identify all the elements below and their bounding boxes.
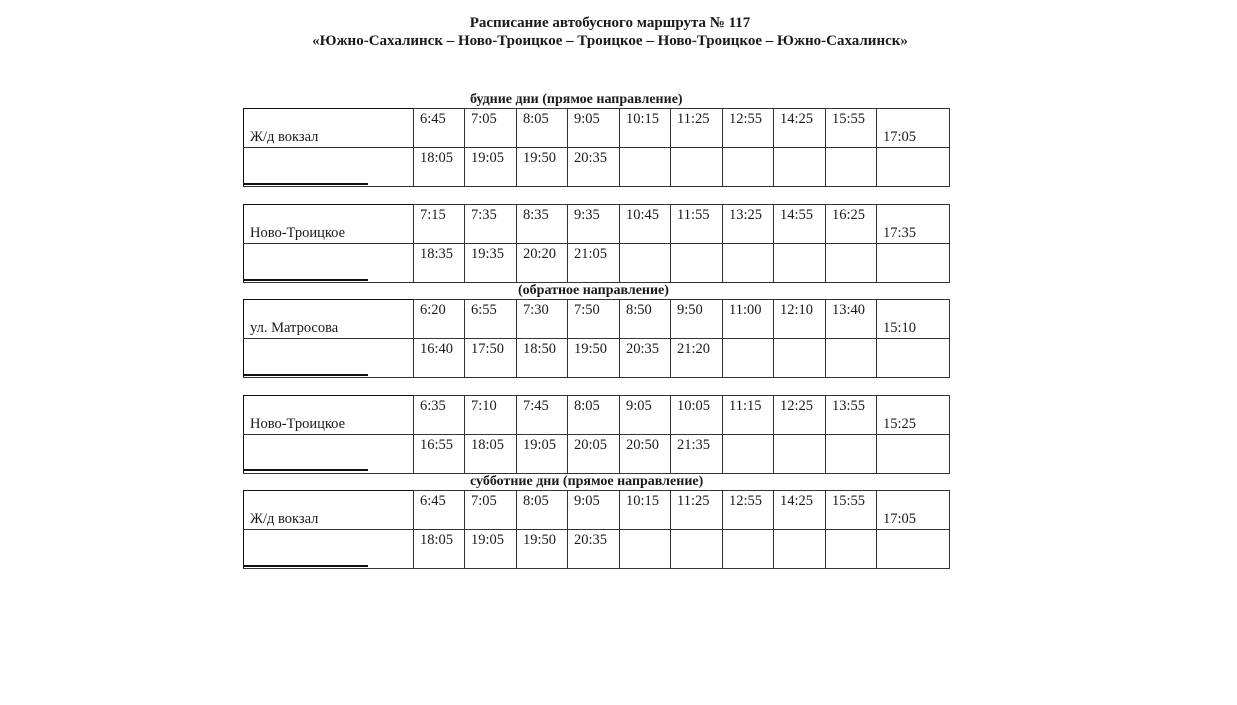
time-cell [568, 491, 620, 530]
departure-time [729, 148, 763, 149]
time-cell [723, 205, 774, 244]
time-cell [826, 148, 877, 187]
time-cell [414, 109, 465, 148]
time-cell [568, 300, 620, 339]
time-cell [826, 109, 877, 148]
departure-time: 8:05 [523, 111, 549, 127]
departure-time: 7:05 [471, 493, 497, 509]
departure-time [832, 339, 866, 340]
time-cell [620, 530, 671, 569]
time-cell [671, 148, 723, 187]
departure-time: 6:45 [420, 111, 446, 127]
departure-time: 20:35 [626, 341, 660, 357]
departure-time: 12:55 [729, 111, 763, 127]
time-cell [671, 491, 723, 530]
departure-time: 18:35 [420, 246, 454, 262]
schedule-header [300, 14, 920, 50]
table-row [244, 244, 950, 283]
caption-reverse: (обратное направление) [518, 283, 669, 298]
departure-time: 18:05 [420, 532, 454, 548]
time-cell [877, 205, 950, 244]
stop-name: Ж/д вокзал [244, 491, 414, 530]
departure-time [883, 566, 949, 567]
divider [243, 469, 368, 471]
time-cell [671, 530, 723, 569]
departure-time: 13:40 [832, 302, 866, 318]
time-cell [774, 435, 826, 474]
departure-time: 9:50 [677, 302, 703, 318]
time-cell [877, 339, 950, 378]
time-cell [568, 205, 620, 244]
time-cell [620, 339, 671, 378]
caption-saturday-forward: субботние дни (прямое направление) [470, 474, 704, 489]
time-cell [877, 491, 950, 530]
departure-time: 6:20 [420, 302, 446, 318]
time-cell [877, 530, 950, 569]
departure-time [626, 244, 660, 245]
time-cell [826, 244, 877, 283]
time-cell [671, 396, 723, 435]
departure-time: 15:25 [883, 416, 917, 432]
departure-time: 19:05 [471, 532, 505, 548]
departure-time: 6:55 [471, 302, 497, 318]
departure-time: 18:05 [420, 150, 454, 166]
time-cell [774, 244, 826, 283]
time-cell [774, 148, 826, 187]
time-cell [465, 244, 517, 283]
time-cell [877, 109, 950, 148]
schedule-table-4 [243, 395, 950, 474]
departure-time: 11:00 [729, 302, 762, 318]
departure-time: 21:05 [574, 246, 608, 262]
route-name: «Южно-Сахалинск – Ново-Троицкое – Троицкое – Ново-Троицкое – Южно-Сахалинск» [312, 33, 908, 49]
departure-time [883, 280, 949, 281]
time-cell [826, 339, 877, 378]
time-cell [826, 491, 877, 530]
table-row [244, 396, 950, 435]
departure-time: 17:05 [883, 511, 917, 527]
table-row [244, 148, 950, 187]
departure-time: 13:25 [729, 207, 763, 223]
departure-time: 6:45 [420, 493, 446, 509]
departure-time [780, 148, 814, 149]
departure-time: 13:55 [832, 398, 866, 414]
time-cell [671, 244, 723, 283]
time-cell [568, 244, 620, 283]
time-cell [517, 300, 568, 339]
time-cell [620, 435, 671, 474]
stop-name: ул. Матросова [244, 300, 414, 339]
time-cell [517, 396, 568, 435]
departure-time: 20:05 [574, 437, 608, 453]
time-cell [517, 244, 568, 283]
departure-time: 7:10 [471, 398, 497, 414]
schedule-table-1 [243, 108, 950, 187]
stop-name: Ж/д вокзал [244, 109, 414, 148]
time-cell [568, 396, 620, 435]
departure-time: 16:40 [420, 341, 454, 357]
time-cell [877, 396, 950, 435]
time-cell [620, 396, 671, 435]
time-cell [568, 530, 620, 569]
time-cell [723, 396, 774, 435]
table-row [244, 491, 950, 530]
departure-time: 8:50 [626, 302, 652, 318]
time-cell [465, 396, 517, 435]
departure-time: 17:05 [883, 129, 917, 145]
departure-time [832, 148, 866, 149]
departure-time: 20:50 [626, 437, 660, 453]
time-cell [826, 435, 877, 474]
time-cell [465, 109, 517, 148]
departure-time: 19:05 [471, 150, 505, 166]
time-cell [774, 109, 826, 148]
departure-time [780, 530, 814, 531]
time-cell [826, 300, 877, 339]
departure-time [780, 339, 814, 340]
time-cell [723, 530, 774, 569]
departure-time: 16:55 [420, 437, 454, 453]
time-cell [723, 148, 774, 187]
time-cell [465, 148, 517, 187]
departure-time [677, 148, 711, 149]
time-cell [465, 491, 517, 530]
departure-time: 7:05 [471, 111, 497, 127]
schedule-table-5 [243, 490, 950, 569]
stop-cell-empty [244, 435, 414, 474]
time-cell [465, 339, 517, 378]
departure-time: 18:50 [523, 341, 557, 357]
departure-time: 7:30 [523, 302, 549, 318]
departure-time: 10:45 [626, 207, 660, 223]
departure-time [832, 435, 866, 436]
schedule-table-2 [243, 204, 950, 283]
time-cell [620, 205, 671, 244]
departure-time: 21:20 [677, 341, 711, 357]
time-cell [517, 339, 568, 378]
departure-time: 12:10 [780, 302, 814, 318]
departure-time [780, 244, 814, 245]
departure-time [626, 530, 660, 531]
departure-time: 19:05 [523, 437, 557, 453]
departure-time: 20:35 [574, 150, 608, 166]
departure-time: 17:50 [471, 341, 505, 357]
table-row [244, 530, 950, 569]
time-cell [671, 300, 723, 339]
departure-time: 7:15 [420, 207, 446, 223]
time-cell [517, 530, 568, 569]
departure-time: 7:50 [574, 302, 600, 318]
stop-cell-empty [244, 148, 414, 187]
time-cell [465, 300, 517, 339]
time-cell [517, 109, 568, 148]
time-cell [568, 435, 620, 474]
time-cell [568, 148, 620, 187]
time-cell [723, 491, 774, 530]
time-cell [414, 435, 465, 474]
stop-cell-empty [244, 244, 414, 283]
departure-time [729, 530, 763, 531]
departure-time: 9:35 [574, 207, 600, 223]
time-cell [517, 435, 568, 474]
time-cell [774, 339, 826, 378]
time-cell [414, 491, 465, 530]
table-row [244, 300, 950, 339]
time-cell [620, 148, 671, 187]
departure-time: 14:25 [780, 493, 814, 509]
departure-time [883, 375, 949, 376]
time-cell [517, 491, 568, 530]
departure-time [883, 184, 949, 185]
departure-time [832, 530, 866, 531]
departure-time: 10:05 [677, 398, 711, 414]
departure-time: 11:55 [677, 207, 710, 223]
departure-time: 6:35 [420, 398, 446, 414]
time-cell [620, 300, 671, 339]
divider [243, 183, 368, 185]
schedule-table-3 [243, 299, 950, 378]
time-cell [465, 530, 517, 569]
departure-time [626, 148, 660, 149]
departure-time: 19:50 [523, 532, 557, 548]
departure-time: 20:20 [523, 246, 557, 262]
time-cell [723, 435, 774, 474]
time-cell [723, 244, 774, 283]
departure-time: 8:05 [574, 398, 600, 414]
departure-time: 12:25 [780, 398, 814, 414]
departure-time: 16:25 [832, 207, 866, 223]
time-cell [774, 530, 826, 569]
departure-time [729, 339, 763, 340]
divider [243, 279, 368, 281]
table-row [244, 435, 950, 474]
table-row [244, 205, 950, 244]
time-cell [620, 244, 671, 283]
departure-time [677, 530, 711, 531]
departure-time: 17:35 [883, 225, 917, 241]
time-cell [414, 205, 465, 244]
departure-time: 11:25 [677, 111, 710, 127]
time-cell [723, 339, 774, 378]
time-cell [774, 205, 826, 244]
stop-name: Ново-Троицкое [244, 396, 414, 435]
departure-time [677, 244, 711, 245]
departure-time [729, 435, 763, 436]
time-cell [671, 339, 723, 378]
time-cell [414, 339, 465, 378]
time-cell [877, 300, 950, 339]
stop-cell-empty [244, 530, 414, 569]
table-row [244, 339, 950, 378]
time-cell [414, 530, 465, 569]
time-cell [671, 205, 723, 244]
stop-cell-empty [244, 339, 414, 378]
page-title: Расписание автобусного маршрута № 117 [469, 15, 751, 31]
divider [243, 565, 368, 567]
time-cell [517, 148, 568, 187]
time-cell [774, 396, 826, 435]
time-cell [877, 148, 950, 187]
departure-time: 8:05 [523, 493, 549, 509]
departure-time: 15:55 [832, 493, 866, 509]
departure-time: 15:10 [883, 320, 917, 336]
time-cell [774, 491, 826, 530]
time-cell [826, 205, 877, 244]
departure-time: 9:05 [574, 493, 600, 509]
departure-time: 7:35 [471, 207, 497, 223]
departure-time: 12:55 [729, 493, 763, 509]
departure-time: 14:25 [780, 111, 814, 127]
table-row [244, 109, 950, 148]
departure-time: 14:55 [780, 207, 814, 223]
departure-time [780, 435, 814, 436]
time-cell [826, 530, 877, 569]
time-cell [671, 435, 723, 474]
departure-time [832, 244, 866, 245]
time-cell [620, 491, 671, 530]
time-cell [671, 109, 723, 148]
time-cell [723, 300, 774, 339]
time-cell [877, 244, 950, 283]
time-cell [414, 244, 465, 283]
departure-time: 11:15 [729, 398, 762, 414]
departure-time: 15:55 [832, 111, 866, 127]
departure-time [729, 244, 763, 245]
departure-time: 20:35 [574, 532, 608, 548]
time-cell [414, 396, 465, 435]
time-cell [723, 109, 774, 148]
time-cell [465, 435, 517, 474]
time-cell [568, 339, 620, 378]
time-cell [774, 300, 826, 339]
departure-time: 11:25 [677, 493, 710, 509]
departure-time: 21:35 [677, 437, 711, 453]
time-cell [465, 205, 517, 244]
caption-weekdays-forward: будние дни (прямое направление) [470, 92, 683, 107]
departure-time [883, 471, 949, 472]
time-cell [414, 148, 465, 187]
time-cell [826, 396, 877, 435]
time-cell [414, 300, 465, 339]
departure-time: 19:50 [574, 341, 608, 357]
time-cell [620, 109, 671, 148]
departure-time: 8:35 [523, 207, 549, 223]
time-cell [877, 435, 950, 474]
departure-time: 19:35 [471, 246, 505, 262]
departure-time: 10:15 [626, 493, 660, 509]
departure-time: 9:05 [626, 398, 652, 414]
departure-time: 9:05 [574, 111, 600, 127]
divider [243, 374, 368, 376]
departure-time: 10:15 [626, 111, 660, 127]
time-cell [568, 109, 620, 148]
stop-name: Ново-Троицкое [244, 205, 414, 244]
departure-time: 18:05 [471, 437, 505, 453]
time-cell [517, 205, 568, 244]
departure-time: 19:50 [523, 150, 557, 166]
departure-time: 7:45 [523, 398, 549, 414]
